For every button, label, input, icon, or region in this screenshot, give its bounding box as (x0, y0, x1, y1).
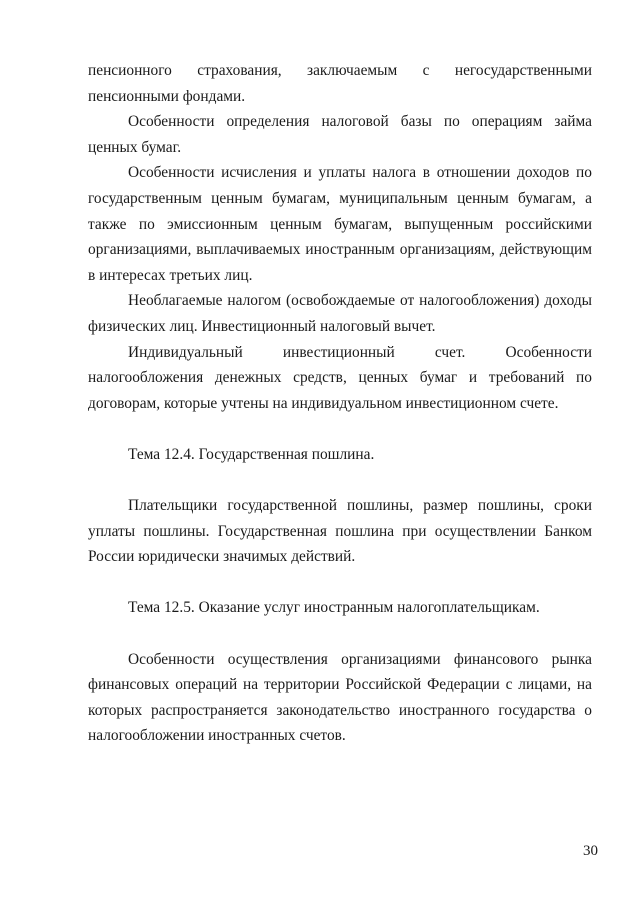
spacer (88, 416, 592, 442)
topic-heading-12-4: Тема 12.4. Государственная пошлина. (128, 445, 375, 463)
spacer (88, 570, 592, 596)
paragraph-securities-loan: Особенности определения налоговой базы по операциям займа ценных бумаг. (88, 113, 592, 156)
paragraph-tax-exempt-income: Необлагаемые налогом (освобождаемые от налогообложения) доходы физических лиц. Инвестиционный налоговый вычет. (88, 292, 592, 335)
topic-heading-12-5: Тема 12.5. Оказание услуг иностранным налогоплательщикам. (128, 599, 540, 617)
spacer (88, 468, 592, 494)
page-number: 30 (583, 843, 598, 859)
paragraph-foreign-accounts: Особенности осуществления организациями финансового рынка финансовых операций на территории Российской Федерации с лицами, на которых распространяется законодательство иностранного государства о налогообложении иностранных счетов. (88, 650, 592, 745)
paragraph-individual-investment-account: Индивидуальный инвестиционный счет. Особенности налогообложения денежных средств, ценных бумаг и требований по договорам, которые учтены на индивидуальном инвестиционном счете. (88, 343, 592, 412)
spacer (88, 621, 592, 647)
paragraph-state-duty-payers: Плательщики государственной пошлины, размер пошлины, сроки уплаты пошлины. Государственная пошлина при осуществлении Банком России юридически значимых действий. (88, 497, 592, 566)
paragraph-state-securities-tax: Особенности исчисления и уплаты налога в отношении доходов по государственным ценным бумагам, муниципальным ценным бумагам, а также по эмиссионным ценным бумагам, выпущенным российскими организациями, выплачиваемых иностранным организациям, действующим в интересах третьих лиц. (88, 164, 592, 284)
document-page (88, 58, 592, 749)
paragraph-pension-continuation: пенсионного страхования, заключаемым с негосударственными пенсионными фондами. (88, 62, 592, 105)
